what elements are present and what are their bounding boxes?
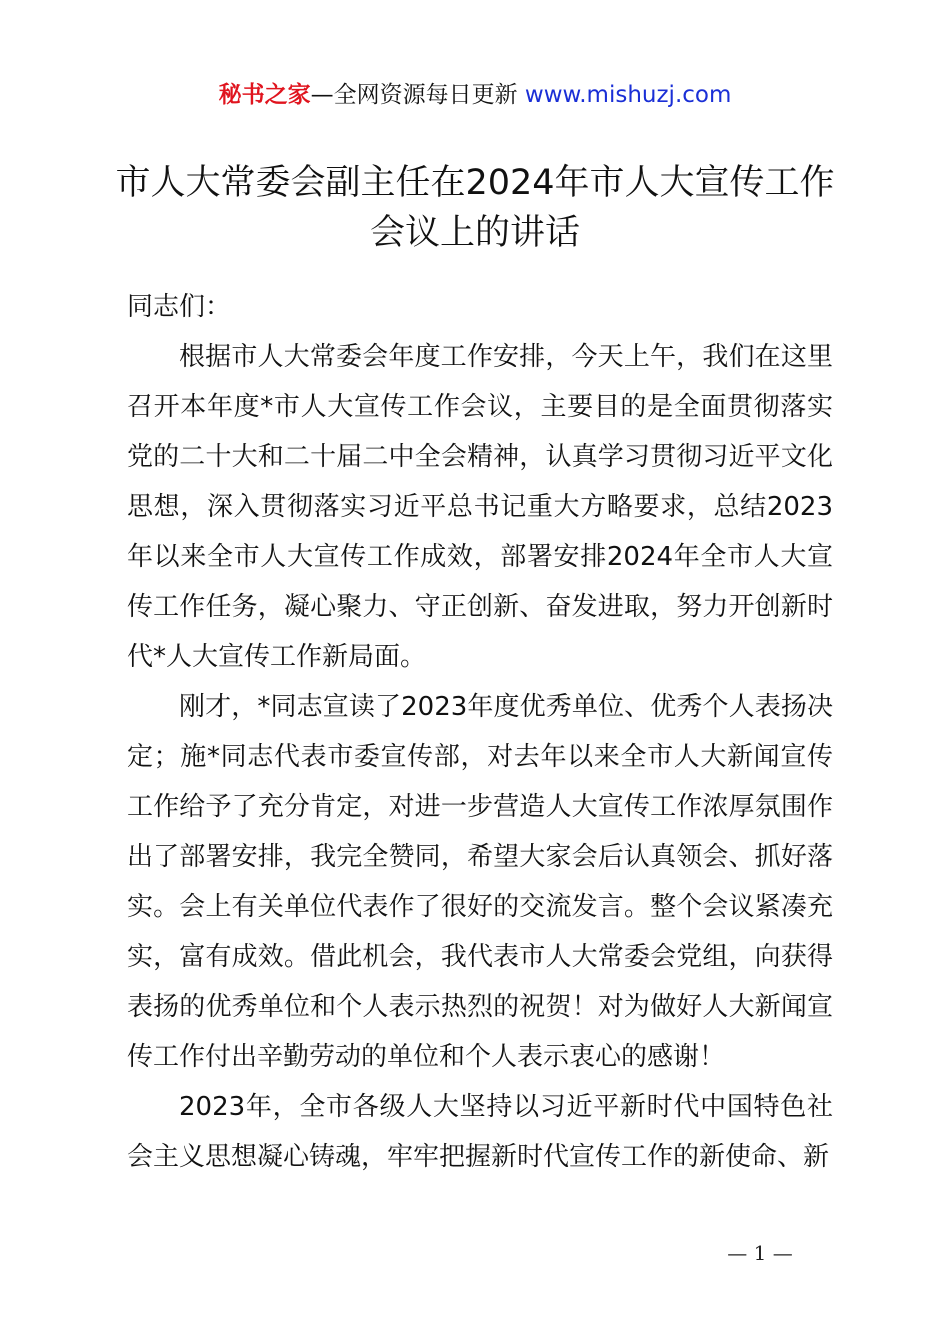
document-title: 市人大常委会副主任在2024年市人大宣传工作会议上的讲话	[115, 163, 835, 253]
paragraph-1: 根据市人大常委会年度工作安排，今天上午，我们在这里召开本年度*市人大宣传工作会议，主要目的是全面贯彻落实党的二十大和二十届二中全会精神，认真学习贯彻习近平文化思想，深入贯彻落实习近平总书记重大方略要求，总结2023年以来全市人大宣传工作成效，部署安排2024年全市人大宣传工作任务，凝心聚力、守正创新、奋发进取，努力开创新时代*人大宣传工作新局面。	[127, 342, 833, 672]
paragraph-2: 刚才，*同志宣读了2023年度优秀单位、优秀个人表扬决定；施*同志代表市委宣传部，对去年以来全市人大新闻宣传工作给予了充分肯定，对进一步营造人大宣传工作浓厚氛围作出了部署安排，我完全赞同，希望大家会后认真领会、抓好落实。会上有关单位代表作了很好的交流发言。整个会议紧凑充实，富有成效。借此机会，我代表市人大常委会党组，向获得表扬的优秀单位和个人表示热烈的祝贺！对为做好人大新闻宣传工作付出辛勤劳动的单位和个人表示衷心的感谢！	[127, 692, 833, 1072]
document-body	[127, 282, 833, 1182]
header-site-link[interactable]: www.mishuzj.com	[524, 82, 732, 108]
site-header	[0, 78, 950, 112]
header-tagline: —全网资源每日更新	[310, 82, 518, 108]
page-number: — 1 —	[727, 1241, 793, 1265]
paragraph-3: 2023年，全市各级人大坚持以习近平新时代中国特色社会主义思想凝心铸魂，牢牢把握新时代宣传工作的新使命、新	[127, 1092, 833, 1172]
header-brand: 秘书之家	[218, 82, 311, 108]
salutation: 同志们：	[127, 292, 232, 322]
